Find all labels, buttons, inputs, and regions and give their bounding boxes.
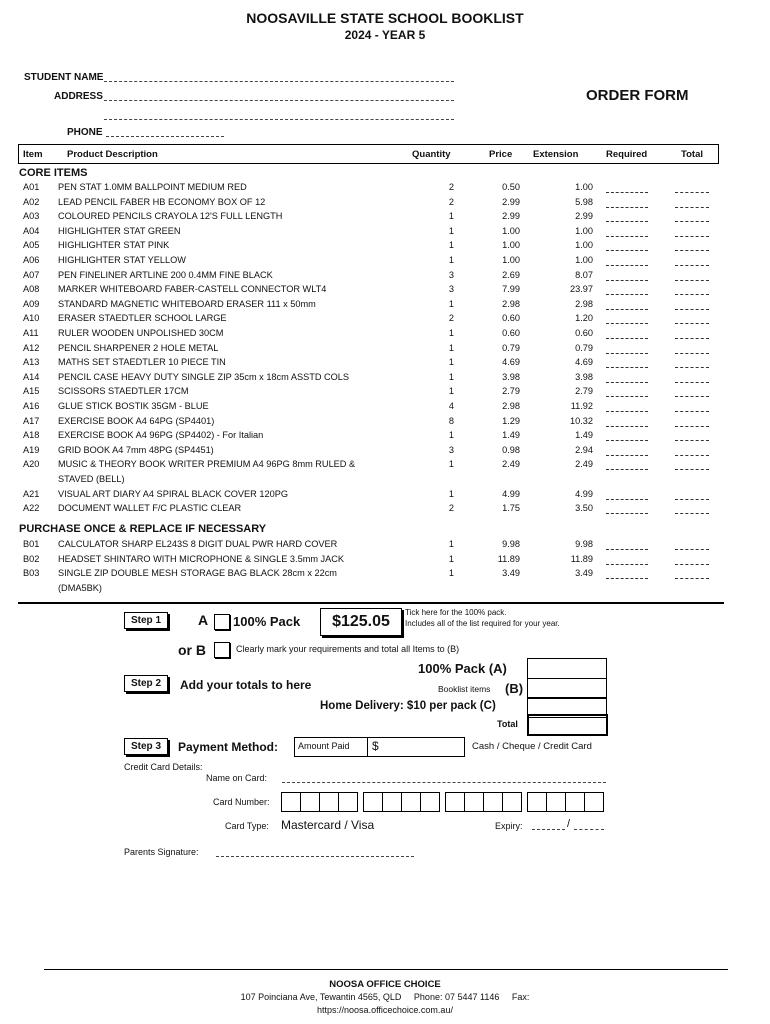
item-extension: 1.00	[575, 255, 593, 265]
item-code: A18	[23, 430, 40, 441]
total-field[interactable]	[675, 226, 709, 237]
item-extension: 1.00	[575, 225, 593, 236]
item-code: A02	[23, 196, 40, 207]
item-description: EXERCISE BOOK A4 64PG (SP4401)	[58, 415, 215, 426]
total-field[interactable]	[675, 299, 709, 310]
col-required: Required	[606, 149, 648, 160]
col-quantity: Quantity	[412, 149, 451, 160]
item-description: STANDARD MAGNETIC WHITEBOARD ERASER 111 x 50mm	[58, 298, 316, 309]
item-description: PEN FINELINER ARTLINE 200 0.4MM FINE BLACK	[58, 269, 273, 280]
required-field[interactable]	[606, 182, 648, 193]
total-field[interactable]	[675, 459, 709, 470]
step3-badge: Step 3	[124, 738, 168, 755]
card-digit-box[interactable]	[420, 792, 440, 812]
table-row	[0, 430, 770, 445]
address-field[interactable]	[104, 100, 454, 101]
signature-field[interactable]	[216, 856, 414, 857]
total-field[interactable]	[675, 539, 709, 550]
table-row	[0, 197, 770, 212]
item-price: 1.00	[502, 255, 520, 265]
total-field[interactable]	[675, 211, 709, 222]
total-field[interactable]	[675, 386, 709, 397]
item-quantity: 1	[448, 298, 454, 309]
section-core-items: CORE ITEMS	[19, 167, 88, 179]
step2-text: Add your totals to here	[180, 678, 312, 692]
amount-paid-field[interactable]	[367, 737, 465, 757]
item-code: A15	[23, 386, 40, 397]
phone-label: PHONE	[67, 127, 103, 138]
total-field[interactable]	[675, 489, 709, 500]
item-code: A17	[23, 415, 40, 426]
required-field[interactable]	[606, 539, 648, 550]
page-subtitle: 2024 - YEAR 5	[344, 28, 426, 42]
table-row	[0, 489, 770, 504]
required-field[interactable]	[606, 386, 648, 397]
dollar-sign: $	[372, 739, 379, 753]
total-field[interactable]	[675, 416, 709, 427]
table-row	[0, 211, 770, 226]
item-extension: 2.94	[575, 444, 593, 455]
item-price: 4.99	[502, 488, 520, 499]
item-description: MARKER WHITEBOARD FABER-CASTELL CONNECTOR WLT4	[58, 284, 327, 295]
item-code: B03	[23, 568, 40, 579]
option-b-checkbox[interactable]	[214, 642, 230, 658]
card-digit-box[interactable]	[281, 792, 301, 812]
footer-url[interactable]: https://noosa.officechoice.com.au/	[317, 1005, 453, 1015]
required-field[interactable]	[606, 430, 648, 441]
footer-address: 107 Poinciana Ave, Tewantin 4565, QLD Phone: 07 5447 1146 Fax:	[240, 992, 530, 1002]
item-description: HIGHLIGHTER STAT GREEN	[58, 225, 181, 236]
grand-total-box[interactable]	[527, 714, 608, 736]
item-code: A07	[23, 269, 40, 280]
item-quantity: 1	[448, 488, 454, 499]
item-extension: 0.60	[575, 328, 593, 338]
item-extension: 2.49	[575, 459, 593, 470]
item-extension: 1.00	[575, 182, 593, 192]
item-code: A03	[23, 211, 40, 222]
item-extension: 5.98	[575, 196, 593, 207]
item-extension: 3.98	[575, 371, 593, 382]
table-row	[0, 386, 770, 401]
item-quantity: 1	[448, 430, 454, 441]
table-row	[0, 372, 770, 387]
amount-paid-box	[294, 737, 368, 757]
table-row	[0, 255, 770, 270]
card-digit-box[interactable]	[382, 792, 402, 812]
card-digit-box[interactable]	[464, 792, 484, 812]
col-price: Price	[489, 149, 513, 160]
table-row-continued	[0, 474, 770, 489]
item-quantity: 1	[448, 386, 454, 397]
total-field[interactable]	[675, 430, 709, 441]
required-field[interactable]	[606, 554, 648, 565]
item-code: A01	[23, 182, 40, 192]
item-price: 2.98	[502, 298, 520, 309]
item-extension: 2.79	[575, 386, 593, 397]
table-row	[0, 240, 770, 255]
total-field[interactable]	[675, 270, 709, 281]
item-code: A12	[23, 342, 40, 353]
item-description: PEN STAT 1.0MM BALLPOINT MEDIUM RED	[58, 182, 247, 192]
item-quantity: 4	[448, 401, 454, 411]
item-description: HEADSET SHINTARO WITH MICROPHONE & SINGLE 3.5mm JACK	[58, 553, 345, 564]
item-price: 1.29	[502, 415, 520, 426]
item-extension: 4.99	[575, 488, 593, 499]
required-field[interactable]	[606, 226, 648, 237]
booklist-b-label: (B)	[505, 681, 524, 696]
item-description: VISUAL ART DIARY A4 SPIRAL BLACK COVER 120PG	[58, 488, 288, 499]
item-quantity: 1	[448, 255, 454, 265]
required-field[interactable]	[606, 197, 648, 208]
step2-badge: Step 2	[124, 675, 168, 692]
item-extension: 3.49	[575, 568, 593, 579]
table-row	[0, 503, 770, 518]
total-field[interactable]	[675, 313, 709, 324]
item-description: SCISSORS STAEDTLER 17CM	[58, 386, 189, 397]
table-row	[0, 182, 770, 197]
item-extension: 11.89	[570, 553, 593, 564]
item-description: EXERCISE BOOK A4 96PG (SP4402) - For Italian	[58, 430, 264, 441]
item-price: 0.60	[502, 313, 520, 324]
item-quantity: 2	[448, 313, 454, 324]
item-code: A16	[23, 401, 40, 411]
card-digit-box[interactable]	[363, 792, 383, 812]
item-code: A08	[23, 284, 40, 295]
card-digit-box[interactable]	[338, 792, 358, 812]
table-row	[0, 416, 770, 431]
required-field[interactable]	[606, 416, 648, 427]
item-description: PENCIL CASE HEAVY DUTY SINGLE ZIP 35cm x 18cm ASSTD COLS	[58, 371, 350, 382]
card-number-label: Card Number:	[213, 797, 270, 807]
card-digit-box[interactable]	[546, 792, 566, 812]
table-header	[18, 144, 719, 164]
item-quantity: 2	[448, 196, 454, 207]
card-digit-box[interactable]	[565, 792, 585, 812]
table-row	[0, 299, 770, 314]
total-field[interactable]	[675, 554, 709, 565]
item-description: PENCIL SHARPENER 2 HOLE METAL	[58, 342, 219, 353]
item-code: A10	[23, 313, 40, 324]
item-price: 4.69	[502, 357, 520, 368]
required-field[interactable]	[606, 343, 648, 354]
table-row	[0, 539, 770, 554]
card-digit-box[interactable]	[527, 792, 547, 812]
expiry-separator: /	[567, 818, 571, 830]
required-field[interactable]	[606, 357, 648, 368]
option-b-note: Clearly mark your requirements and total all Items to (B)	[236, 644, 460, 654]
footer-company: NOOSA OFFICE CHOICE	[329, 979, 441, 990]
step1-badge: Step 1	[124, 612, 168, 629]
item-price: 0.98	[502, 444, 520, 455]
item-price: 2.79	[502, 386, 520, 397]
item-description: SINGLE ZIP DOUBLE MESH STORAGE BAG BLACK 28cm x 22cm	[58, 568, 337, 579]
required-field[interactable]	[606, 372, 648, 383]
table-row	[0, 401, 770, 416]
item-description: ERASER STAEDTLER SCHOOL LARGE	[58, 313, 227, 324]
item-price: 2.98	[502, 401, 520, 411]
required-field[interactable]	[606, 240, 648, 251]
total-field[interactable]	[675, 255, 709, 266]
item-description: HIGHLIGHTER STAT YELLOW	[58, 255, 186, 265]
item-quantity: 3	[448, 444, 454, 455]
expiry-label: Expiry:	[495, 821, 523, 831]
item-description: MUSIC & THEORY BOOK WRITER PREMIUM A4 96PG 8mm RULED &	[58, 459, 356, 470]
item-price: 2.99	[502, 211, 520, 222]
table-row	[0, 568, 770, 583]
signature-label: Parents Signature:	[124, 847, 199, 857]
required-field[interactable]	[606, 503, 648, 514]
item-extension: 2.99	[575, 211, 593, 222]
total-field[interactable]	[675, 503, 709, 514]
item-extension: 3.50	[575, 503, 593, 514]
item-quantity: 1	[448, 328, 454, 338]
total-field[interactable]	[675, 343, 709, 354]
required-field[interactable]	[606, 568, 648, 579]
item-quantity: 1	[448, 553, 454, 564]
item-extension: 2.98	[575, 298, 593, 309]
item-code: A05	[23, 240, 40, 251]
item-price: 3.98	[502, 371, 520, 382]
booklist-items-label: Booklist items	[438, 684, 491, 694]
item-code: A04	[23, 225, 40, 236]
item-code: A20	[23, 459, 40, 470]
pack-price-box	[320, 608, 402, 636]
item-quantity: 3	[448, 284, 454, 295]
item-quantity: 1	[448, 342, 454, 353]
total-field[interactable]	[675, 197, 709, 208]
item-extension: 23.97	[570, 284, 593, 295]
table-row	[0, 226, 770, 241]
item-extension: 1.00	[575, 240, 593, 251]
item-quantity: 1	[448, 568, 454, 579]
name-on-card-label: Name on Card:	[206, 773, 268, 783]
table-row	[0, 313, 770, 328]
option-a-label: A	[198, 612, 209, 628]
item-description: DOCUMENT WALLET F/C PLASTIC CLEAR	[58, 503, 242, 514]
item-description-cont: (DMA5BK)	[58, 582, 102, 593]
required-field[interactable]	[606, 299, 648, 310]
pack-price: $125.05	[332, 613, 390, 630]
col-item: Item	[23, 149, 43, 160]
item-code: A11	[23, 328, 39, 338]
item-quantity: 1	[448, 357, 454, 368]
payment-methods: Cash / Cheque / Credit Card	[472, 741, 592, 752]
card-type-label: Card Type:	[225, 821, 269, 831]
item-extension: 0.79	[575, 342, 593, 353]
total-field[interactable]	[675, 240, 709, 251]
payment-method-label: Payment Method:	[178, 740, 279, 754]
item-price: 7.99	[502, 284, 520, 295]
item-description: COLOURED PENCILS CRAYOLA 12'S FULL LENGTH	[58, 211, 283, 222]
total-field[interactable]	[675, 182, 709, 193]
item-extension: 11.92	[570, 401, 593, 411]
total-field[interactable]	[675, 284, 709, 295]
student-name-label: STUDENT NAME	[24, 72, 104, 83]
pack-note-2: Includes all of the list required for your year.	[405, 619, 560, 628]
divider	[18, 602, 724, 604]
item-quantity: 1	[448, 539, 454, 549]
required-field[interactable]	[606, 313, 648, 324]
item-price: 0.50	[502, 182, 520, 192]
card-digit-box[interactable]	[483, 792, 503, 812]
total-label: Total	[497, 719, 518, 729]
item-price: 11.89	[497, 553, 520, 564]
item-quantity: 3	[448, 269, 454, 280]
item-quantity: 1	[448, 240, 454, 251]
phone-field[interactable]	[106, 136, 224, 137]
item-price: 1.49	[502, 430, 520, 441]
item-description: RULER WOODEN UNPOLISHED 30CM	[58, 328, 224, 338]
card-digit-box[interactable]	[445, 792, 465, 812]
required-field[interactable]	[606, 445, 648, 456]
item-price: 1.00	[502, 240, 520, 251]
footer-divider	[44, 969, 728, 970]
item-price: 0.79	[502, 342, 520, 353]
item-price: 0.60	[502, 328, 520, 338]
table-row	[0, 357, 770, 372]
item-extension: 9.98	[575, 539, 593, 549]
item-description: MATHS SET STAEDTLER 10 PIECE TIN	[58, 357, 226, 368]
item-quantity: 1	[448, 459, 454, 470]
item-quantity: 8	[448, 415, 454, 426]
card-digit-box[interactable]	[584, 792, 604, 812]
total-field[interactable]	[675, 401, 709, 412]
item-description: GLUE STICK BOSTIK 35GM - BLUE	[58, 401, 209, 411]
required-field[interactable]	[606, 489, 648, 500]
pack-a-total-label: 100% Pack (A)	[418, 661, 507, 676]
item-quantity: 2	[448, 182, 454, 192]
order-form-heading: ORDER FORM	[586, 87, 689, 104]
item-quantity: 2	[448, 503, 454, 514]
total-field[interactable]	[675, 372, 709, 383]
option-b-label: or B	[178, 642, 206, 658]
item-price: 2.69	[502, 269, 520, 280]
expiry-month-field[interactable]	[532, 829, 565, 830]
required-field[interactable]	[606, 328, 648, 339]
item-code: A22	[23, 503, 40, 514]
page-title: NOOSAVILLE STATE SCHOOL BOOKLIST	[246, 10, 524, 26]
col-total: Total	[681, 149, 703, 160]
item-code: A13	[23, 357, 40, 368]
item-code: A06	[23, 255, 40, 265]
table-row	[0, 459, 770, 474]
pack-a-total-box[interactable]	[527, 658, 607, 679]
item-price: 9.98	[502, 539, 520, 549]
item-code: B01	[23, 539, 40, 549]
pack-label: 100% Pack	[233, 614, 301, 629]
item-quantity: 1	[448, 371, 454, 382]
item-description: LEAD PENCIL FABER HB ECONOMY BOX OF 12	[58, 196, 266, 207]
card-type-value: Mastercard / Visa	[281, 818, 375, 832]
table-row	[0, 270, 770, 285]
item-description: HIGHLIGHTER STAT PINK	[58, 240, 170, 251]
required-field[interactable]	[606, 459, 648, 470]
address-label: ADDRESS	[54, 91, 103, 102]
required-field[interactable]	[606, 270, 648, 281]
item-code: A09	[23, 298, 40, 309]
item-code: A19	[23, 444, 40, 455]
student-name-field[interactable]	[104, 81, 454, 82]
item-description: GRID BOOK A4 7mm 48PG (SP4451)	[58, 444, 214, 455]
item-price: 2.49	[502, 459, 520, 470]
total-field[interactable]	[675, 357, 709, 368]
item-price: 1.75	[502, 503, 520, 514]
item-code: A21	[23, 488, 40, 499]
amount-paid-label: Amount Paid	[298, 741, 350, 751]
table-row	[0, 328, 770, 343]
table-row	[0, 284, 770, 299]
table-row	[0, 554, 770, 569]
item-description: CALCULATOR SHARP EL243S 8 DIGIT DUAL PWR HARD COVER	[58, 539, 338, 549]
table-row	[0, 343, 770, 358]
item-quantity: 1	[448, 211, 454, 222]
col-description: Product Description	[67, 149, 158, 160]
item-price: 2.99	[502, 196, 520, 207]
card-digit-box[interactable]	[319, 792, 339, 812]
item-price: 1.00	[502, 225, 520, 236]
required-field[interactable]	[606, 211, 648, 222]
col-extension: Extension	[533, 149, 579, 160]
total-field[interactable]	[675, 445, 709, 456]
item-description-cont: STAVED (BELL)	[58, 474, 125, 484]
name-on-card-field[interactable]	[282, 782, 606, 783]
item-extension: 1.49	[575, 430, 593, 441]
address-field-2[interactable]	[104, 119, 454, 120]
credit-card-details-label: Credit Card Details:	[124, 762, 203, 772]
section-purchase-once: PURCHASE ONCE & REPLACE IF NECESSARY	[19, 523, 267, 535]
item-extension: 8.07	[575, 269, 593, 280]
card-digit-box[interactable]	[502, 792, 522, 812]
table-row	[0, 445, 770, 460]
item-extension: 1.20	[575, 313, 593, 324]
total-field[interactable]	[675, 568, 709, 579]
item-quantity: 1	[448, 225, 454, 236]
expiry-year-field[interactable]	[574, 829, 604, 830]
card-digit-box[interactable]	[300, 792, 320, 812]
item-extension: 10.32	[570, 415, 593, 426]
item-code: B02	[23, 553, 40, 564]
item-code: A14	[23, 371, 40, 382]
required-field[interactable]	[606, 284, 648, 295]
item-price: 3.49	[502, 568, 520, 579]
home-delivery-label: Home Delivery: $10 per pack (C)	[320, 700, 496, 712]
item-extension: 4.69	[575, 357, 593, 368]
table-row-continued	[0, 583, 770, 598]
total-field[interactable]	[675, 328, 709, 339]
required-field[interactable]	[606, 401, 648, 412]
pack-a-checkbox[interactable]	[214, 614, 230, 630]
pack-note-1: Tick here for the 100% pack.	[405, 608, 507, 617]
card-digit-box[interactable]	[401, 792, 421, 812]
booklist-b-total-box[interactable]	[527, 678, 607, 699]
required-field[interactable]	[606, 255, 648, 266]
